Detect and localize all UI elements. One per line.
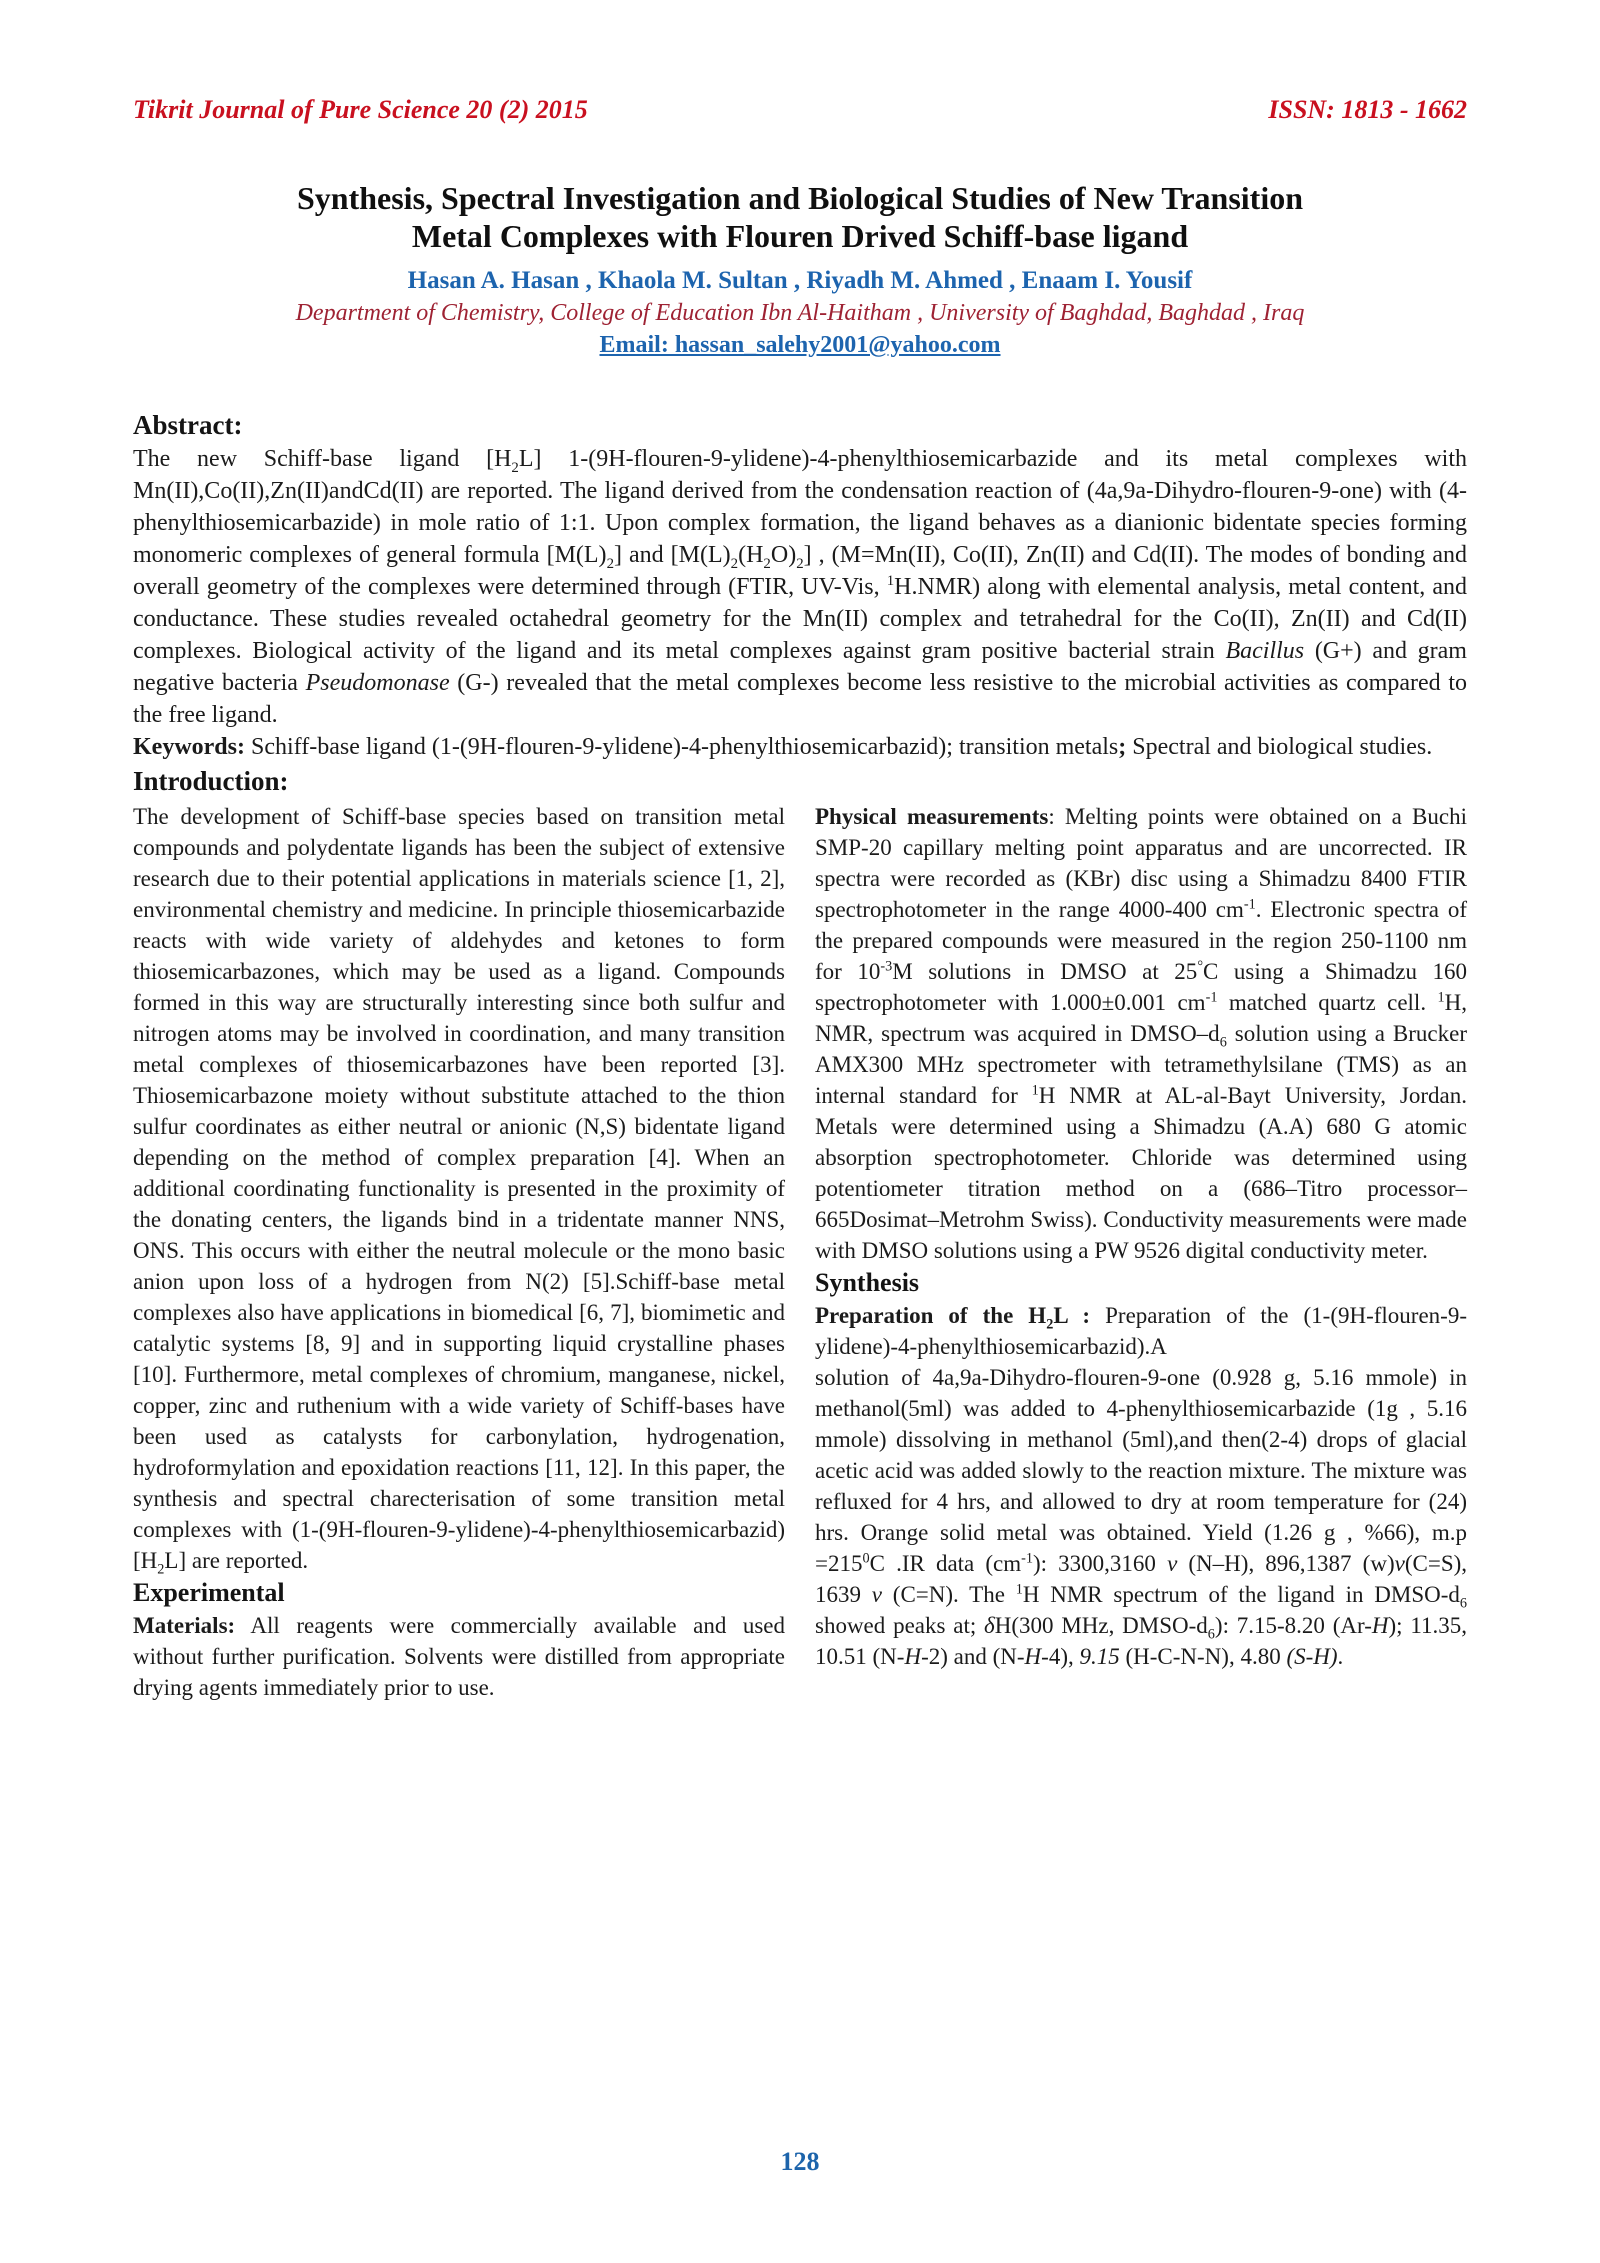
affiliation-line: Department of Chemistry, College of Education Ibn Al-Haitham , University of Baghdad, Baghdad , Iraq (295, 300, 1305, 326)
two-column-body (133, 801, 1467, 1703)
introduction-heading: Introduction: (133, 766, 289, 796)
materials-paragraph: Materials: All reagents were commercially available and used without further purification. Solvents were distilled from appropriate drying agents immediately prior to use. (133, 1613, 785, 1700)
introduction-paragraph: The development of Schiff-base species based on transition metal compounds and polydentate ligands has been the subject of extensive research due to their potential applications in materials science [1, 2], environmental chemistry and medicine. In principle thiosemicarbazide reacts with wide variety of aldehydes and ketones to form thiosemicarbazones, which may be used as a ligand. Compounds formed in this way are structurally interesting since both sulfur and nitrogen atoms may be involved in coordination, and many transition metal complexes of thiosemicarbazones have been reported [3]. Thiosemicarbazone moiety without substitute attached to the thion sulfur coordinates as either neutral or anionic (N,S) bidentate ligand depending on the method of complex preparation [4]. When an additional coordinating functionality is presented in the proximity of the donating centers, the ligands bind in a tridentate manner NNS, ONS. This occurs with either the neutral molecule or the mono basic anion upon loss of a hydrogen from N(2) [5].Schiff-base metal complexes also have applications in biomedical [6, 7], biomimetic and catalytic systems [8, 9] and in supporting liquid crystalline phases [10]. Furthermore, metal complexes of chromium, manganese, nickel, copper, zinc and ruthenium with a wide variety of Schiff-bases have been used as catalysts for carbonylation, hydrogenation, hydroformylation and epoxidation reactions [11, 12]. In this paper, the synthesis and spectral charecterisation of some transition metal complexes with (1-(9H-flouren-9-ylidene)-4-phenylthiosemicarbazid) $[H_2L]$ are reported. (133, 804, 785, 1578)
experimental-heading: Experimental (133, 1578, 285, 1607)
article-title-line1: Synthesis, Spectral Investigation and Biological Studies of New Transition (296, 180, 1304, 216)
preparation-paragraph: Preparation of the $H_2L$ : Preparation of the (1-(9H-flouren-9-ylidene)-4-phenylthiosemicarbazid).A solution of 4a,9a-Dihydro-flouren-9-one (0.928 g, 5.16 mmole) in methanol(5ml) was added to 4-phenylthiosemicarbazide (1g , 5.16 mmole) dissolving in methanol (5ml),and then(2-4) drops of glacial acetic acid was added slowly to the reaction mixture. The mixture was refluxed for 4 hrs, and allowed to dry at room temperature for (24) hrs. Orange solid metal was obtained. Yield (1.26 g , %66), $m.p =215^0C$ .IR data $(cm^{-1})$: 3300,3160 v (N–H), 896,1387 (w)v(C=S), 1639 v (C=N). The $^1$H NMR spectrum of the ligand in DMSO-$d_6$ showed peaks at; δH(300 MHz, DMSO-$d_6$): 7.15-8.20 (Ar-H); 11.35, 10.51 (N-H-2) and (N-H-4), 9.15 (H-C-N-N), 4.80 (S-H). (815, 1303, 1468, 1669)
email-link[interactable]: Email: hassan_salehy2001@yahoo.com (599, 332, 1001, 358)
abstract-heading: Abstract: (133, 410, 243, 440)
page-number: 128 (780, 2147, 820, 2176)
authors-line: Hasan A. Hasan , Khaola M. Sultan , Riyadh M. Ahmed , Enaam I. Yousif (407, 267, 1193, 294)
issn-label: ISSN: 1813 - 1662 (1268, 95, 1467, 124)
physical-measurements-paragraph: Physical measurements: Melting points were obtained on a Buchi SMP-20 capillary melting point apparatus and are uncorrected. IR spectra were recorded as (KBr) disc using a Shimadzu 8400 FTIR spectrophotometer in the range 4000-400 $cm^{-1}$. Electronic spectra of the prepared compounds were measured in the region 250-1100 nm for $10^{-3}M$ solutions in DMSO at 25°C using a Shimadzu 160 spectrophotometer with 1.000±0.001 $cm^{-1}$ matched quartz cell. $^1$H, NMR, spectrum was acquired in DMSO–$d_6$ solution using a Brucker AMX300 MHz spectrometer with tetramethylsilane (TMS) as an internal standard for $^1$H NMR at AL-al-Bayt University, Jordan. Metals were determined using a Shimadzu (A.A) 680 G atomic absorption spectrophotometer. Chloride was determined using potentiometer titration method on a (686–Titro processor– 665Dosimat–Metrohm Swiss). Conductivity measurements were made with DMSO solutions using a PW 9526 digital conductivity meter. (815, 804, 1468, 1263)
journal-name: Tikrit Journal of Pure Science 20 (2) 2015 (133, 95, 588, 124)
article-title (133, 179, 1467, 255)
article-title-line2: Metal Complexes with Flouren Drived Schiff-base ligand (411, 218, 1189, 254)
email-line (133, 332, 1467, 359)
abstract-paragraph: The new Schiff-base ligand $[H_2L]$ 1-(9H-flouren-9-ylidene)-4-phenylthiosemicarbazide and its metal complexes with Mn(II),Co(II),Zn(II)andCd(II) are reported. The ligand derived from the condensation reaction of (4a,9a-Dihydro-flouren-9-one) with (4-phenylthiosemicarbazide) in mole ratio of 1:1. Upon complex formation, the ligand behaves as a dianionic bidentate species forming monomeric complexes of general formula $[M(L)_2]$ and $[M(L)_2(H_2O)_2]$ , (M=Mn(II), Co(II), Zn(II) and Cd(II). The modes of bonding and overall geometry of the complexes were determined through (FTIR, UV-Vis, $^1$H.NMR) along with elemental analysis, metal content, and conductance. These studies revealed octahedral geometry for the Mn(II) complex and tetrahedral for the Co(II), Zn(II) and Cd(II) complexes. Biological activity of the ligand and its metal complexes against gram positive bacterial strain Bacillus (G+) and gram negative bacteria Pseudomonase (G-) revealed that the metal complexes become less resistive to the microbial activities as compared to the free ligand. (133, 446, 1468, 728)
left-column (133, 801, 785, 1703)
page-header (133, 95, 1467, 125)
synthesis-heading: Synthesis (815, 1268, 920, 1297)
right-column (815, 801, 1467, 1703)
keywords-paragraph: Keywords: Schiff-base ligand (1-(9H-flouren-9-ylidene)-4-phenylthiosemicarbazid); transition metals; Spectral and biological studies. (133, 734, 1433, 760)
